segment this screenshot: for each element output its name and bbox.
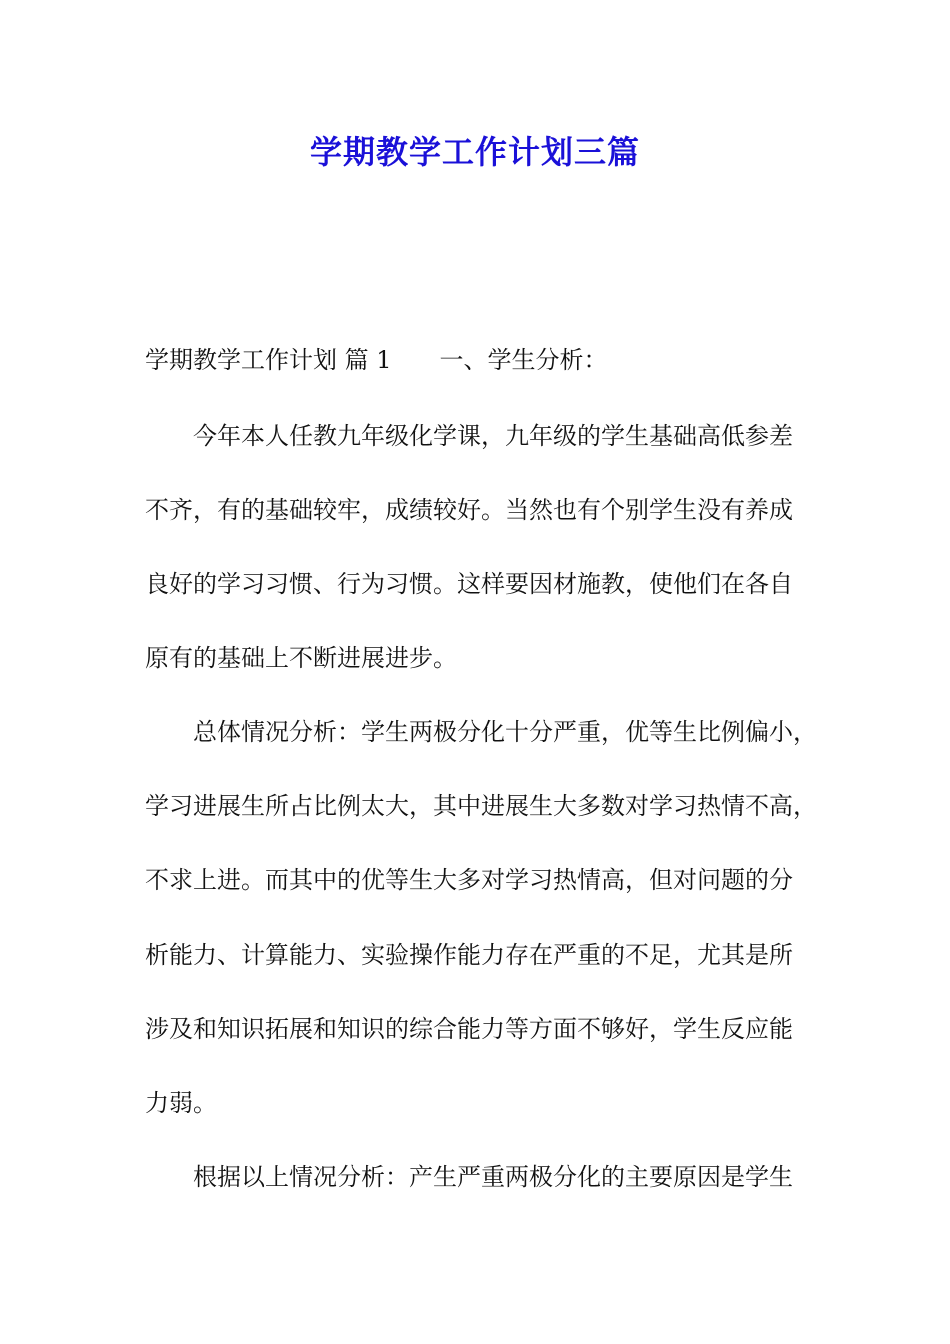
paragraph-line: 良好的学习习惯、行为习惯。这样要因材施教，使他们在各自 [145, 570, 793, 598]
subsection-heading: 一、学生分析： [439, 346, 608, 374]
paragraph-line: 析能力、计算能力、实验操作能力存在严重的不足，尤其是所 [145, 941, 793, 969]
document-title: 学期教学工作计划三篇 [309, 133, 640, 171]
paragraph-line: 根据以上情况分析：产生严重两极分化的主要原因是学生 [193, 1163, 793, 1191]
paragraph-line: 今年本人任教九年级化学课，九年级的学生基础高低参差 [193, 422, 793, 450]
paragraph-line: 原有的基础上不断进展进步。 [145, 644, 457, 672]
paragraph-line: 力弱。 [145, 1089, 217, 1117]
paragraph-line: 不齐，有的基础较牢，成绩较好。当然也有个别学生没有养成 [145, 496, 793, 524]
section-heading: 学期教学工作计划 篇 1 [145, 346, 392, 374]
paragraph-line: 学习进展生所占比例太大，其中进展生大多数对学习热情不高， [145, 792, 817, 820]
paragraph-line: 不求上进。而其中的优等生大多对学习热情高，但对问题的分 [145, 866, 793, 894]
section-heading-line [145, 342, 825, 378]
paragraph-line: 总体情况分析：学生两极分化十分严重，优等生比例偏小， [193, 718, 817, 746]
paragraph-line: 涉及和知识拓展和知识的综合能力等方面不够好，学生反应能 [145, 1015, 793, 1043]
